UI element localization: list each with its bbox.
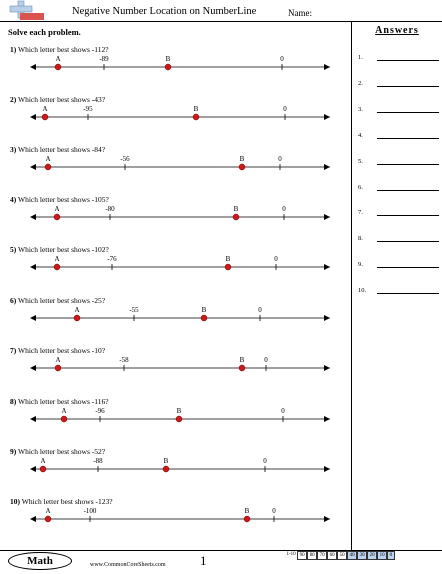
point-a-label: A [40, 457, 46, 465]
answer-blank[interactable] [377, 86, 439, 87]
arrow-right-icon [324, 416, 330, 422]
point-b-marker [193, 114, 199, 120]
arrow-left-icon [30, 466, 36, 472]
question-text [10, 245, 109, 254]
answer-blank[interactable] [377, 164, 439, 165]
answer-row [358, 235, 442, 245]
point-b-marker [176, 416, 182, 422]
answer-blank[interactable] [377, 112, 439, 113]
answer-row [358, 209, 442, 219]
point-a-marker [61, 416, 67, 422]
point-a-marker [55, 365, 61, 371]
answer-blank[interactable] [377, 293, 439, 294]
answer-number: 9. [358, 261, 363, 269]
zero-tick-label: 0 [281, 407, 285, 415]
point-b-label: B [244, 507, 250, 515]
zero-tick-label: 0 [272, 507, 276, 515]
question-number: 3) [10, 145, 17, 154]
common-core-logo-icon [6, 0, 46, 22]
question-number: 5) [10, 245, 17, 254]
point-b-marker [163, 466, 169, 472]
score-cell: 40 [347, 551, 357, 560]
tick-tick-label: -95 [83, 105, 93, 113]
site-url[interactable]: www.CommonCoreSheets.com [90, 562, 166, 568]
question-text [10, 195, 109, 204]
question-prompt: Which letter best shows -105? [18, 195, 109, 204]
point-b-label: B [225, 255, 231, 263]
tick-tick-label: -100 [83, 507, 97, 515]
point-b-marker [233, 214, 239, 220]
point-b-label: B [193, 105, 199, 113]
answer-blank[interactable] [377, 241, 439, 242]
point-a-label: A [55, 55, 61, 63]
question-prompt: Which letter best shows -43? [18, 95, 106, 104]
answer-number: 3. [358, 105, 363, 113]
zero-tick-label: 0 [264, 356, 268, 364]
point-a-label: A [54, 205, 60, 213]
answer-blank[interactable] [377, 60, 439, 61]
question-text [10, 397, 109, 406]
point-a-marker [54, 214, 60, 220]
score-range-label: 1-10 [286, 552, 296, 557]
question-text [10, 497, 113, 506]
point-b-marker [165, 64, 171, 70]
question-prompt: Which letter best shows -102? [18, 245, 109, 254]
arrow-right-icon [324, 164, 330, 170]
score-cell: 80 [307, 551, 317, 560]
point-a-marker [40, 466, 46, 472]
question-number: 7) [10, 346, 17, 355]
tick-tick-label: -56 [120, 155, 130, 163]
number-line [0, 104, 330, 130]
zero-tick-label: 0 [278, 155, 282, 163]
question-number: 1) [10, 45, 17, 54]
tick-tick-label: -76 [107, 255, 117, 263]
score-cell: 30 [357, 551, 367, 560]
arrow-right-icon [324, 315, 330, 321]
score-cell: 60 [327, 551, 337, 560]
point-b-marker [244, 516, 250, 522]
question-number: 9) [10, 447, 17, 456]
score-cell: 70 [317, 551, 327, 560]
question-prompt: Which letter best shows -112? [18, 45, 109, 54]
arrow-left-icon [30, 164, 36, 170]
question-prompt: Which letter best shows -84? [18, 145, 106, 154]
zero-tick-label: 0 [283, 105, 287, 113]
answer-number: 6. [358, 183, 363, 191]
point-b-label: B [176, 407, 182, 415]
number-line [0, 154, 330, 180]
number-line [0, 456, 330, 482]
point-b-marker [239, 164, 245, 170]
question-text [10, 296, 105, 305]
answer-number: 8. [358, 235, 363, 243]
question-number: 4) [10, 195, 17, 204]
tick-tick-label: -88 [93, 457, 103, 465]
point-b-label: B [165, 55, 171, 63]
question-text [10, 145, 105, 154]
arrow-right-icon [324, 264, 330, 270]
answer-number: 1. [358, 54, 363, 61]
score-table [285, 551, 395, 560]
arrow-right-icon [324, 365, 330, 371]
arrow-right-icon [324, 114, 330, 120]
zero-tick-label: 0 [263, 457, 267, 465]
name-label: Name: [288, 8, 312, 18]
point-b-label: B [163, 457, 169, 465]
number-line [0, 506, 330, 532]
zero-tick-label: 0 [274, 255, 278, 263]
point-a-label: A [74, 306, 80, 314]
answer-row [358, 54, 442, 64]
arrow-left-icon [30, 114, 36, 120]
question-text [10, 45, 109, 54]
arrow-left-icon [30, 365, 36, 371]
question-prompt: Which letter best shows -123? [21, 497, 113, 506]
number-line [0, 54, 330, 80]
point-a-label: A [45, 155, 51, 163]
point-a-marker [74, 315, 80, 321]
score-cell: 10 [377, 551, 387, 560]
arrow-left-icon [30, 315, 36, 321]
math-badge: Math [8, 552, 72, 570]
number-line [0, 406, 330, 432]
question-number: 10) [10, 497, 20, 506]
point-b-label: B [239, 356, 245, 364]
instructions: Solve each problem. [8, 27, 81, 37]
point-a-marker [42, 114, 48, 120]
question-prompt: Which letter best shows -10? [18, 346, 106, 355]
question-number: 2) [10, 95, 17, 104]
arrow-right-icon [324, 466, 330, 472]
tick-tick-label: -58 [119, 356, 129, 364]
answer-number: 7. [358, 209, 363, 217]
point-b-label: B [239, 155, 245, 163]
arrow-right-icon [324, 214, 330, 220]
number-line [0, 305, 330, 331]
point-b-marker [239, 365, 245, 371]
answer-row [358, 184, 442, 194]
zero-tick-label: 0 [282, 205, 286, 213]
question-prompt: Which letter best shows -25? [18, 296, 106, 305]
number-line [0, 204, 330, 230]
point-b-marker [225, 264, 231, 270]
point-a-marker [45, 164, 51, 170]
question-prompt: Which letter best shows -116? [18, 397, 109, 406]
score-cell: 50 [337, 551, 347, 560]
answer-number: 10. [358, 287, 367, 295]
arrow-left-icon [30, 64, 36, 70]
score-cell: 0 [387, 551, 395, 560]
arrow-right-icon [324, 516, 330, 522]
point-b-label: B [201, 306, 207, 314]
tick-tick-label: -80 [105, 205, 115, 213]
question-number: 8) [10, 397, 17, 406]
answer-row [358, 106, 442, 116]
zero-tick-label: 0 [258, 306, 262, 314]
answer-blank[interactable] [377, 138, 439, 139]
answer-row [358, 80, 442, 90]
point-a-label: A [55, 356, 61, 364]
answer-number: 2. [358, 79, 363, 87]
tick-tick-label: -89 [99, 55, 109, 63]
arrow-left-icon [30, 214, 36, 220]
question-text [10, 447, 105, 456]
answer-row [358, 261, 442, 271]
tick-tick-label: -55 [129, 306, 139, 314]
question-prompt: Which letter best shows -52? [18, 447, 106, 456]
point-a-marker [45, 516, 51, 522]
header-divider [0, 21, 442, 22]
answer-blank[interactable] [377, 190, 439, 191]
number-line [0, 254, 330, 280]
point-a-label: A [45, 507, 51, 515]
answer-row [358, 287, 442, 297]
point-a-marker [54, 264, 60, 270]
point-a-marker [55, 64, 61, 70]
answer-number: 4. [358, 131, 363, 139]
arrow-left-icon [30, 416, 36, 422]
zero-tick-label: 0 [280, 55, 284, 63]
page-number: 1 [200, 553, 207, 568]
point-a-label: A [54, 255, 60, 263]
question-text [10, 346, 105, 355]
answer-row [358, 158, 442, 168]
arrow-left-icon [30, 516, 36, 522]
answers-column-divider [351, 22, 352, 550]
score-cell: 20 [367, 551, 377, 560]
point-b-marker [201, 315, 207, 321]
answer-number: 5. [358, 157, 363, 165]
question-number: 6) [10, 296, 17, 305]
point-a-label: A [61, 407, 67, 415]
score-cell: 90 [297, 551, 307, 560]
arrow-right-icon [324, 64, 330, 70]
number-line [0, 355, 330, 381]
tick-tick-label: -96 [95, 407, 105, 415]
point-a-label: A [42, 105, 48, 113]
answers-heading: Answers [375, 25, 419, 36]
answer-blank[interactable] [377, 267, 439, 268]
answer-row [358, 132, 442, 142]
page-title: Negative Number Location on NumberLine [72, 6, 257, 17]
answer-blank[interactable] [377, 215, 439, 216]
point-b-label: B [233, 205, 239, 213]
question-text [10, 95, 105, 104]
arrow-left-icon [30, 264, 36, 270]
